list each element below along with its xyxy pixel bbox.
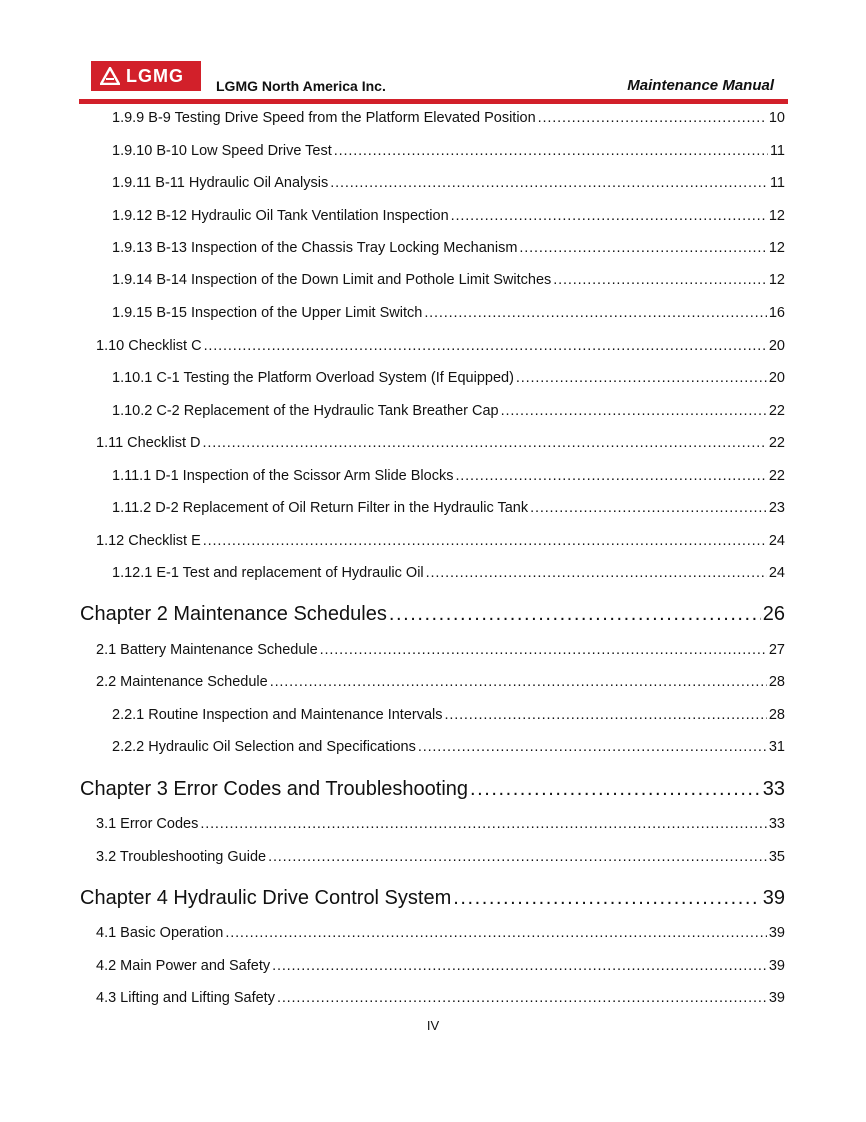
toc-entry[interactable]: [96, 925, 785, 941]
toc-entry[interactable]: [112, 370, 785, 386]
toc-entry[interactable]: [112, 208, 785, 224]
toc-entry[interactable]: [112, 468, 785, 484]
toc-entry[interactable]: [112, 240, 785, 256]
toc-entry[interactable]: [112, 707, 785, 723]
toc-entry-page: 16: [768, 305, 785, 321]
toc-entry-title: 1.10.1 C-1 Testing the Platform Overload System (If Equipped): [112, 370, 514, 386]
toc-entry-title: 1.9.13 B-13 Inspection of the Chassis Tray Locking Mechanism: [112, 240, 518, 256]
toc-entry-title: 1.10 Checklist C: [96, 338, 202, 354]
toc-leader-dots: [418, 739, 767, 755]
toc-entry-title: 1.11.1 D-1 Inspection of the Scissor Arm Slide Blocks: [112, 468, 454, 484]
toc-entry-page: 22: [768, 468, 785, 484]
header-divider: [79, 99, 788, 104]
toc-entry-title: 1.9.15 B-15 Inspection of the Upper Limit Switch: [112, 305, 423, 321]
toc-leader-dots: [519, 240, 766, 256]
toc-entry-title: Chapter 4 Hydraulic Drive Control System: [80, 887, 452, 909]
toc-entry-title: 1.11.2 D-2 Replacement of Oil Return Filter in the Hydraulic Tank: [112, 500, 529, 516]
toc-entry-title: 2.2 Maintenance Schedule: [96, 674, 268, 690]
toc-entry[interactable]: [80, 778, 785, 801]
toc-entry-title: 2.2.1 Routine Inspection and Maintenance Intervals: [112, 707, 443, 723]
toc-entry-title: Chapter 2 Maintenance Schedules: [80, 603, 387, 625]
toc-entry-page: 12: [768, 272, 785, 288]
toc-entry[interactable]: [96, 958, 785, 974]
toc-entry[interactable]: [96, 533, 785, 549]
lgmg-logo: [91, 61, 201, 91]
toc-entry-page: 12: [768, 208, 785, 224]
toc-entry-page: 39: [762, 887, 785, 909]
toc-entry[interactable]: [96, 816, 785, 832]
toc-entry-page: 12: [768, 240, 785, 256]
toc-entry-page: 20: [768, 338, 785, 354]
toc-entry-title: 1.9.10 B-10 Low Speed Drive Test: [112, 143, 332, 159]
toc-entry-title: 4.2 Main Power and Safety: [96, 958, 271, 974]
toc-entry-page: 31: [768, 739, 785, 755]
toc-entry[interactable]: [112, 403, 785, 419]
toc-entry[interactable]: [112, 305, 785, 321]
toc-entry-page: 33: [762, 778, 785, 800]
toc-entry[interactable]: [96, 642, 785, 658]
toc-leader-dots: [470, 778, 761, 801]
toc-entry-page: 28: [768, 707, 785, 723]
toc-leader-dots: [330, 175, 768, 191]
toc-leader-dots: [204, 338, 767, 354]
toc-entry-page: 26: [762, 603, 785, 625]
toc-entry-page: 23: [768, 500, 785, 516]
toc-entry-page: 22: [768, 435, 785, 451]
toc-leader-dots: [203, 533, 767, 549]
toc-entry-page: 39: [768, 990, 785, 1006]
toc-leader-dots: [320, 642, 767, 658]
toc-entry-page: 24: [768, 533, 785, 549]
toc-entry-title: 3.2 Troubleshooting Guide: [96, 849, 267, 865]
toc-leader-dots: [200, 816, 767, 832]
toc-entry-title: 1.11 Checklist D: [96, 435, 201, 451]
toc-leader-dots: [389, 603, 761, 626]
toc-leader-dots: [553, 272, 767, 288]
toc-entry-page: 11: [769, 175, 785, 191]
toc-entry[interactable]: [96, 435, 785, 451]
toc-entry[interactable]: [96, 849, 785, 865]
toc-entry-title: Chapter 3 Error Codes and Troubleshooting: [80, 778, 469, 800]
toc-leader-dots: [268, 849, 767, 865]
toc-entry-page: 22: [768, 403, 785, 419]
toc-entry-page: 24: [768, 565, 785, 581]
toc-entry-page: 33: [768, 816, 785, 832]
toc-entry-title: 1.9.11 B-11 Hydraulic Oil Analysis: [112, 175, 329, 191]
toc-leader-dots: [538, 110, 767, 126]
toc-entry-title: 1.12 Checklist E: [96, 533, 201, 549]
toc-entry-title: 4.1 Basic Operation: [96, 925, 224, 941]
toc-entry-title: 2.1 Battery Maintenance Schedule: [96, 642, 318, 658]
logo-text: LGMG: [126, 65, 184, 86]
toc-entry-title: 1.12.1 E-1 Test and replacement of Hydraulic Oil: [112, 565, 424, 581]
logo-triangle-icon: [100, 67, 120, 85]
toc-entry-title: 1.9.12 B-12 Hydraulic Oil Tank Ventilation Inspection: [112, 208, 449, 224]
toc-leader-dots: [272, 958, 767, 974]
toc-entry[interactable]: [112, 110, 785, 126]
toc-entry-title: 1.10.2 C-2 Replacement of the Hydraulic Tank Breather Cap: [112, 403, 499, 419]
toc-entry-title: 1.9.14 B-14 Inspection of the Down Limit and Pothole Limit Switches: [112, 272, 552, 288]
page-number: IV: [426, 1018, 440, 1033]
toc-entry-page: 20: [768, 370, 785, 386]
toc-entry-page: 11: [769, 143, 785, 159]
toc-leader-dots: [516, 370, 767, 386]
toc-leader-dots: [203, 435, 767, 451]
toc-entry-page: 28: [768, 674, 785, 690]
page-header: [0, 0, 866, 106]
toc-entry[interactable]: [112, 565, 785, 581]
toc-entry[interactable]: [96, 990, 785, 1006]
toc-entry-page: 39: [768, 958, 785, 974]
toc-leader-dots: [277, 990, 767, 1006]
toc-entry[interactable]: [96, 674, 785, 690]
toc-leader-dots: [453, 887, 761, 910]
toc-entry-title: 1.9.9 B-9 Testing Drive Speed from the Platform Elevated Position: [112, 110, 536, 126]
toc-entry-page: 10: [768, 110, 785, 126]
manual-title: Maintenance Manual: [627, 77, 774, 94]
toc-entry-title: 3.1 Error Codes: [96, 816, 199, 832]
toc-leader-dots: [451, 208, 767, 224]
toc-leader-dots: [455, 468, 766, 484]
toc-leader-dots: [334, 143, 768, 159]
toc-leader-dots: [424, 305, 767, 321]
toc-leader-dots: [270, 674, 767, 690]
toc-entry-page: 27: [768, 642, 785, 658]
toc-entry[interactable]: [112, 175, 785, 191]
toc-entry[interactable]: [112, 500, 785, 516]
toc-leader-dots: [501, 403, 767, 419]
toc-entry[interactable]: [112, 143, 785, 159]
toc-leader-dots: [225, 925, 767, 941]
toc-entry-page: 35: [768, 849, 785, 865]
toc-leader-dots: [530, 500, 767, 516]
toc-entry-title: 2.2.2 Hydraulic Oil Selection and Specifications: [112, 739, 416, 755]
toc-entry[interactable]: [112, 739, 785, 755]
company-name: LGMG North America Inc.: [216, 78, 386, 94]
toc-entry[interactable]: [80, 603, 785, 626]
toc-entry[interactable]: [112, 272, 785, 288]
toc-leader-dots: [445, 707, 767, 723]
toc-entry-page: 39: [768, 925, 785, 941]
toc-entry-title: 4.3 Lifting and Lifting Safety: [96, 990, 275, 1006]
toc-entry[interactable]: [96, 338, 785, 354]
toc-leader-dots: [426, 565, 767, 581]
toc-entry[interactable]: [80, 887, 785, 910]
